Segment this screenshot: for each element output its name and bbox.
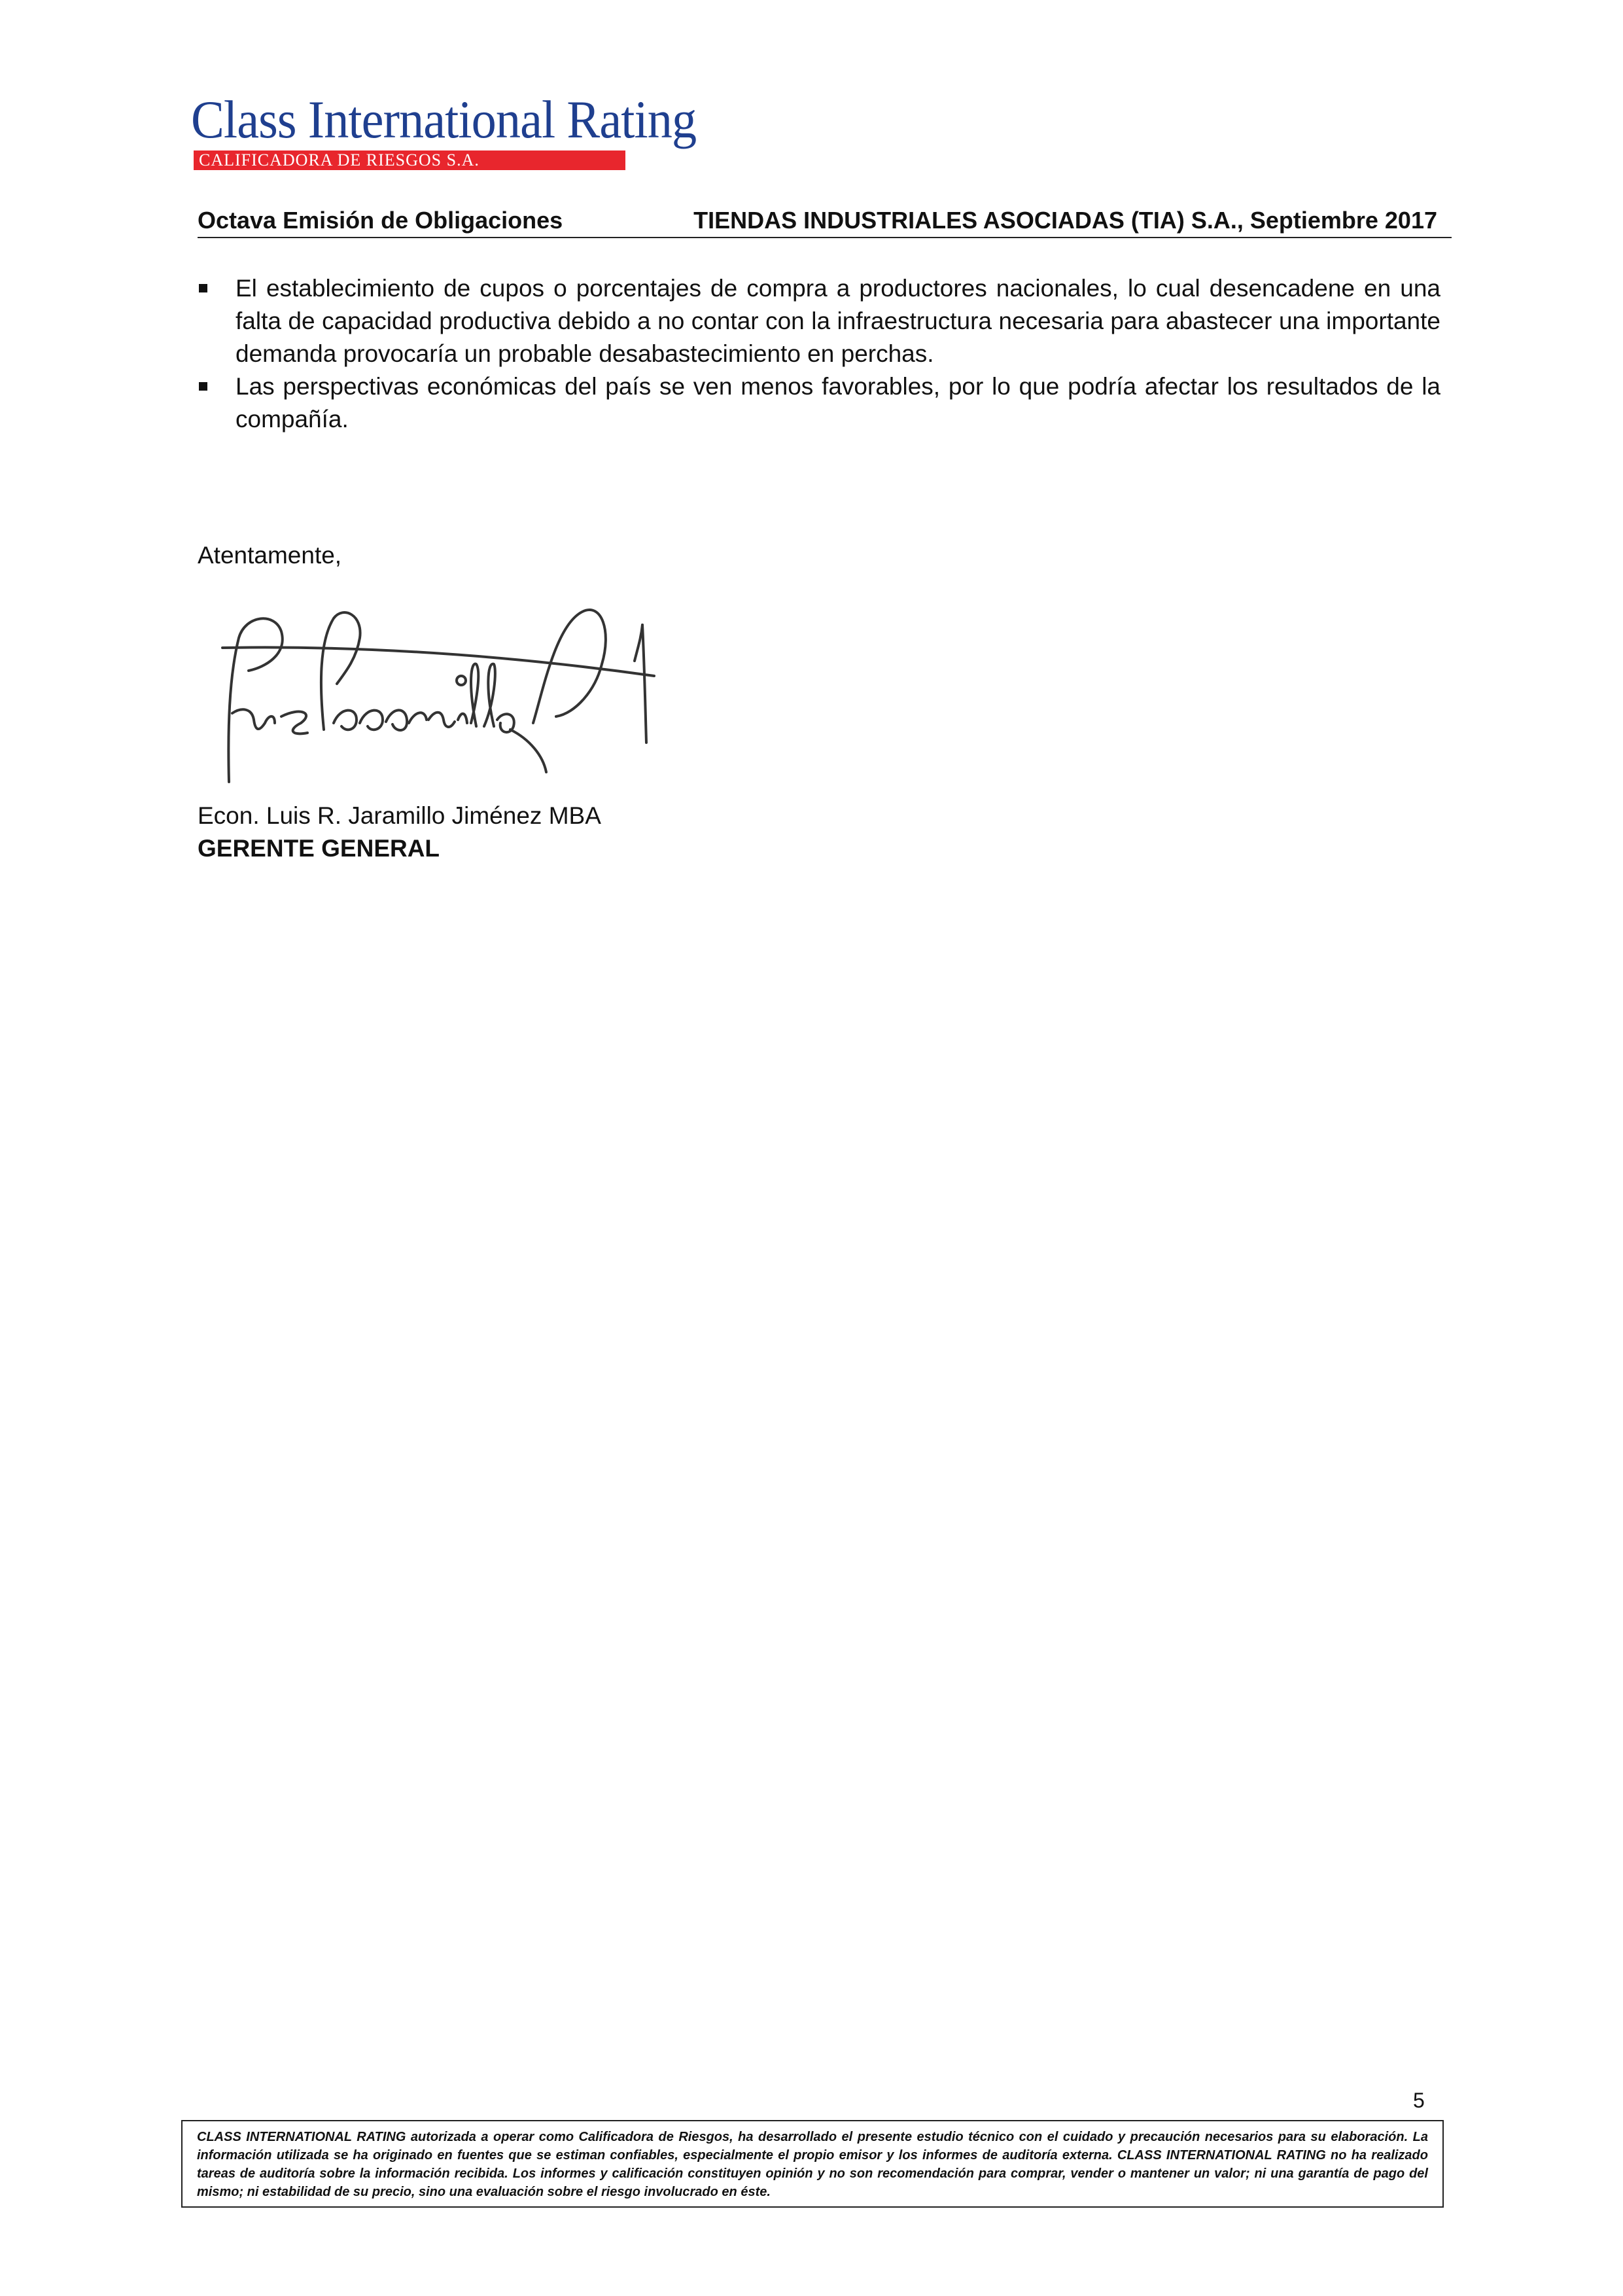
signer-name: Econ. Luis R. Jaramillo Jiménez MBA xyxy=(198,802,601,829)
list-item-text: El establecimiento de cupos o porcentajes de compra a productores nacionales, lo cual desencadene en una falta de capacidad productiva debido a no contar con la infraestructura necesaria para abastecer una importante demanda provocaría un probable desabastecimiento en perchas. xyxy=(236,275,1440,367)
page-header xyxy=(198,204,1452,238)
square-bullet-icon xyxy=(199,382,207,391)
list-item xyxy=(198,272,1440,370)
list-item-text: Las perspectivas económicas del país se ven menos favorables, por lo que podría afectar los resultados de la compañía. xyxy=(236,373,1440,433)
risk-bullet-list xyxy=(198,272,1440,436)
company-logo xyxy=(191,90,697,175)
header-issuer-date: TIENDAS INDUSTRIALES ASOCIADAS (TIA) S.A., Septiembre 2017 xyxy=(693,207,1437,234)
logo-subtitle: CALIFICADORA DE RIESGOS S.A. xyxy=(199,150,480,169)
closing-salutation: Atentamente, xyxy=(198,542,342,569)
list-item xyxy=(198,370,1440,436)
square-bullet-icon xyxy=(199,284,207,292)
logo-title: Class International Rating xyxy=(191,90,697,149)
page-number: 5 xyxy=(1413,2089,1425,2112)
legal-disclaimer: CLASS INTERNATIONAL RATING autorizada a operar como Calificadora de Riesgos, ha desarrollado el presente estudio técnico con el cuidado y precaución necesarios para su elaboración. La información utilizada se ha originado en fuentes que se estiman confiables, especialmente el propio emisor y los informes de auditoría externa. CLASS INTERNATIONAL RATING no ha realizado tareas de auditoría sobre la información recibida. Los informes y calificación constituyen opinión y no son recomendación para comprar, vender o mantener un valor; ni una garantía de pago del mismo; ni estabilidad de su precio, sino una evaluación sobre el riesgo involucrado en éste. xyxy=(181,2120,1444,2208)
handwritten-signature xyxy=(203,599,674,795)
header-document-title: Octava Emisión de Obligaciones xyxy=(198,207,563,234)
signer-title: GERENTE GENERAL xyxy=(198,835,440,862)
